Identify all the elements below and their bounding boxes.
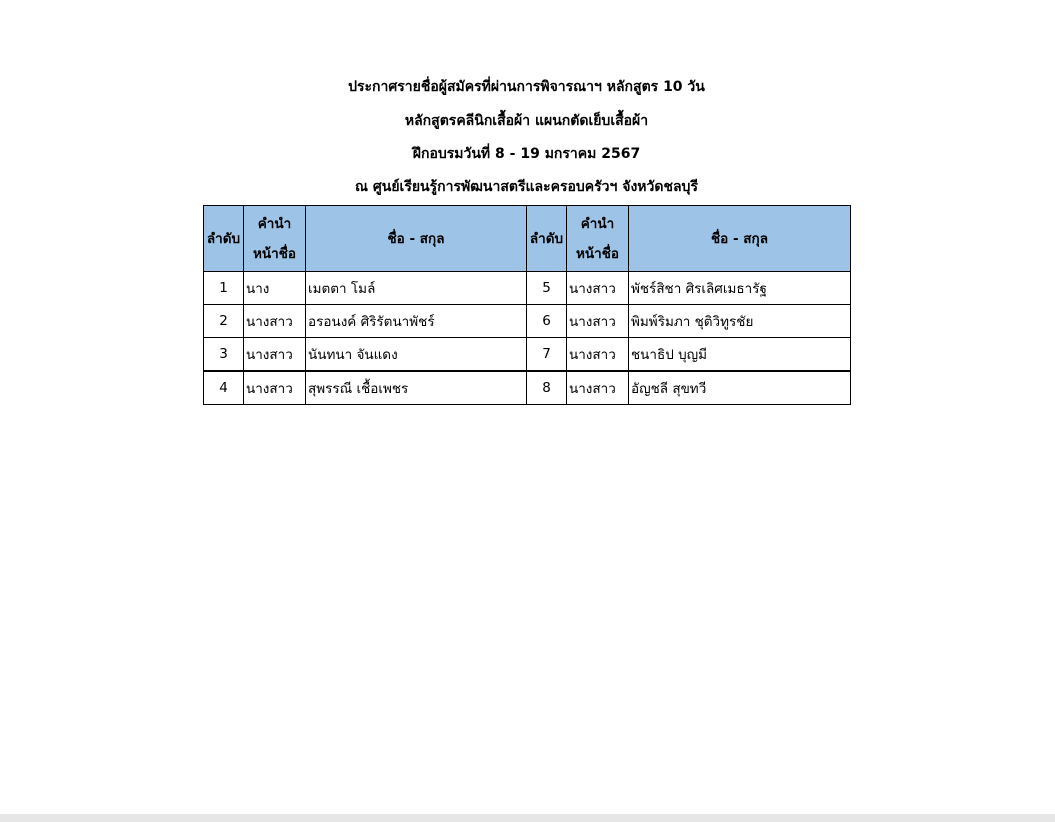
cell-prefix: นางสาว xyxy=(567,305,629,338)
training-location: ณ ศูนย์เรียนรู้การพัฒนาสตรีและครอบครัวฯ จังหวัดชลบุรี xyxy=(355,179,698,195)
cell-name: อัญชลี สุขทวี xyxy=(629,371,851,405)
cell-prefix: นางสาว xyxy=(567,371,629,405)
applicant-table xyxy=(203,205,851,405)
cell-prefix: นางสาว xyxy=(244,371,306,405)
table-row xyxy=(204,305,851,338)
header-prefix-right xyxy=(567,206,629,272)
cell-name: พัชร์สิชา ศิรเลิศเมธารัฐ xyxy=(629,272,851,305)
cell-prefix: นางสาว xyxy=(567,272,629,305)
course-name: หลักสูตรคลีนิกเสื้อผ้า แผนกตัดเย็บเสื้อผ้า xyxy=(404,113,649,129)
header-prefix-line2: หน้าชื่อ xyxy=(253,245,296,262)
cell-order: 6 xyxy=(527,305,567,338)
cell-order: 3 xyxy=(204,338,244,372)
cell-order: 5 xyxy=(527,272,567,305)
header-prefix-right-line1: คำนำ xyxy=(580,215,615,232)
cell-order: 2 xyxy=(204,305,244,338)
header-prefix-line1: คำนำ xyxy=(257,215,292,232)
cell-prefix: นางสาว xyxy=(244,338,306,372)
cell-order: 4 xyxy=(204,371,244,405)
training-dates: ฝึกอบรมวันที่ 8 - 19 มกราคม 2567 xyxy=(412,146,641,162)
table-row xyxy=(204,371,851,405)
cell-order: 7 xyxy=(527,338,567,372)
cell-prefix: นางสาว xyxy=(244,305,306,338)
header-name-right: ชื่อ - สกุล xyxy=(629,206,851,272)
cell-name: พิมพ์ริมภา ชุติวิทูรชัย xyxy=(629,305,851,338)
cell-name: อรอนงค์ ศิริรัตนาพัชร์ xyxy=(306,305,527,338)
table-header-row xyxy=(204,206,851,272)
header-name: ชื่อ - สกุล xyxy=(306,206,527,272)
table-row xyxy=(204,272,851,305)
header-prefix-right-line2: หน้าชื่อ xyxy=(576,245,619,262)
page-bottom-bar xyxy=(0,814,1055,822)
cell-order: 8 xyxy=(527,371,567,405)
cell-order: 1 xyxy=(204,272,244,305)
header-prefix xyxy=(244,206,306,272)
announcement-title: ประกาศรายชื่อผู้สมัครที่ผ่านการพิจารณาฯ หลักสูตร 10 วัน xyxy=(348,79,705,95)
cell-name: ชนาธิป บุญมี xyxy=(629,338,851,372)
cell-prefix: นาง xyxy=(244,272,306,305)
table-row xyxy=(204,338,851,372)
cell-name: สุพรรณี เชื้อเพชร xyxy=(306,371,527,405)
cell-name: นันทนา จันแดง xyxy=(306,338,527,372)
cell-name: เมตตา โมล์ xyxy=(306,272,527,305)
cell-prefix: นางสาว xyxy=(567,338,629,372)
header-order: ลำดับ xyxy=(204,206,244,272)
header-order-right: ลำดับ xyxy=(527,206,567,272)
